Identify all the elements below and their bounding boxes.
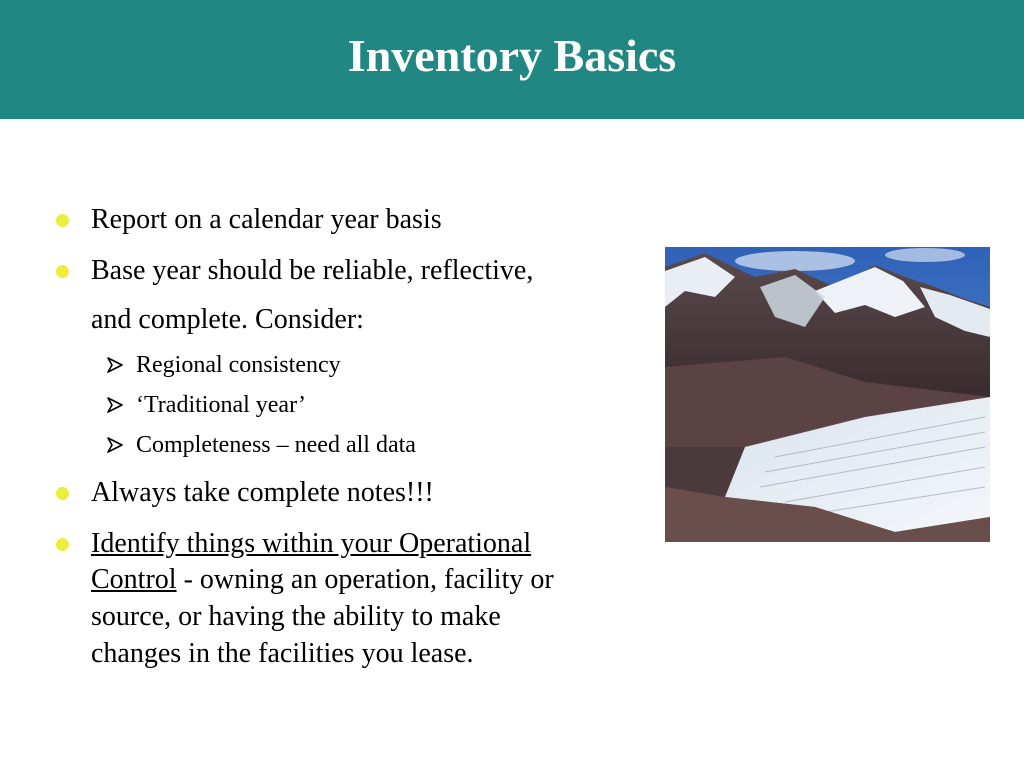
bullet-operational-line2: [91, 562, 554, 598]
glacier-mountain-icon: [665, 247, 990, 542]
bullet-dot-icon: [56, 538, 69, 551]
operational-control-text: - owning an operation, facility or: [176, 564, 554, 595]
arrow-bullet-icon: [106, 356, 124, 374]
bullet-calendar-year: Report on a calendar year basis: [91, 204, 442, 235]
arrow-bullet-icon: [106, 396, 124, 414]
arrow-bullet-icon: [106, 436, 124, 454]
operational-control-link-line2: Control: [91, 564, 177, 595]
operational-control-link-line1: Identify things within your Operational: [91, 528, 532, 559]
bullet-operational-line4: changes in the facilities you lease.: [91, 638, 474, 669]
sub-bullet-completeness: Completeness – need all data: [136, 432, 416, 458]
bullet-dot-icon: [56, 487, 69, 500]
bullet-operational-line3: source, or having the ability to make: [91, 601, 501, 632]
bullet-dot-icon: [56, 214, 69, 227]
bullet-dot-icon: [56, 265, 69, 278]
slide-title: Inventory Basics: [347, 30, 677, 81]
bullet-base-year-line1: Base year should be reliable, reflective,: [91, 255, 534, 286]
bullet-base-year-line2: and complete. Consider:: [91, 304, 364, 335]
sub-bullet-traditional: ‘Traditional year’: [136, 392, 306, 418]
glacier-photo: [665, 247, 990, 542]
bullet-notes: Always take complete notes!!!: [91, 477, 434, 508]
sub-bullet-regional: Regional consistency: [136, 352, 341, 378]
